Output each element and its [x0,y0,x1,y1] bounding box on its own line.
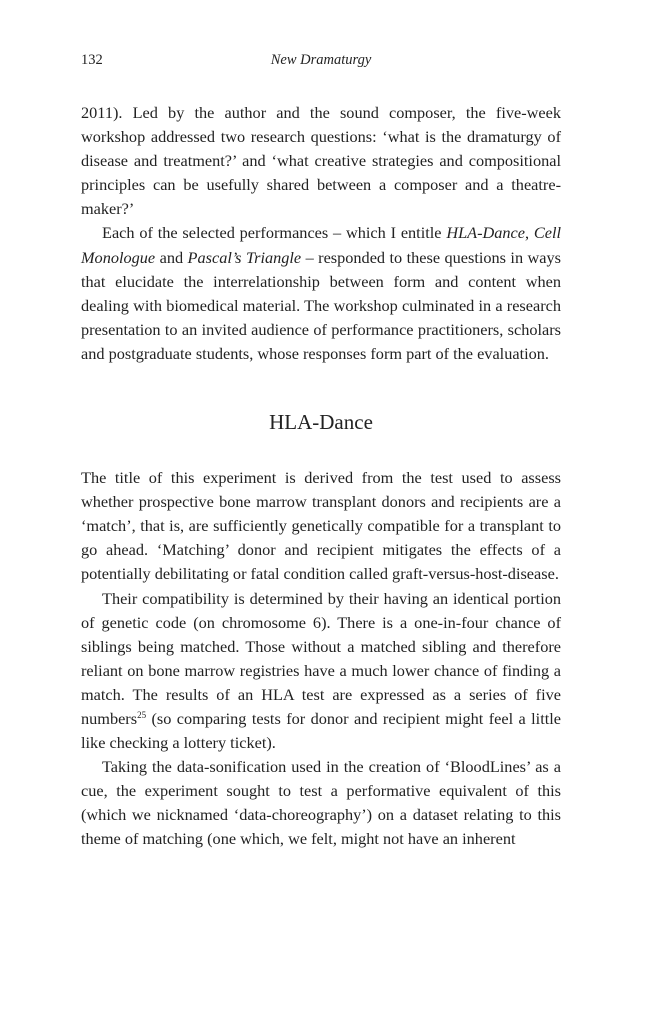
paragraph-3 [81,466,561,586]
title-cell-monologue: Cell Monologue [81,223,562,267]
running-head [81,52,561,72]
paragraph-4 [81,587,561,756]
paragraph-5 [81,755,561,851]
section-heading: HLA-Dance [269,410,373,435]
paragraph-2-text-a: Each of the selected performances – which I entitle [102,223,447,243]
running-title: New Dramaturgy [270,52,372,68]
paragraph-4-text-b: (so comparing tests for donor and recipient might feel a little like checking a lottery ticket). [81,708,561,753]
paragraph-2 [81,221,561,366]
paragraph-2-text-c: and [155,247,188,267]
paragraph-1 [81,101,561,221]
paragraph-2-text-d: – responded to these questions in ways that elucidate the interrelationship between form and content when dealing with biomedical material. The workshop culminated in a research presentation to an invited audience of performance practitioners, scholars and postgraduate students, whose responses form part of the evaluation. [81,247,561,363]
body-text [81,101,561,852]
footnote-marker: 25 [137,709,147,720]
title-pascals-triangle: Pascal’s Triangle [187,247,302,267]
paragraph-2-text-b: , [524,223,534,243]
paragraph-4-text-a: Their compatibility is determined by their having an identical portion of genetic code (on chromosome 6). There is a one-in-four chance of siblings being matched. Those without a matched sibling and therefore reliant on bone marrow registries have a much lower chance of finding a match. The results of an HLA test are expressed as a series of five numbers [81,588,561,728]
page-number: 132 [81,52,103,68]
paragraph-1-text: 2011). Led by the author and the sound composer, the five-week workshop addressed two research questions: ‘what is the dramaturgy of disease and treatment?’ and ‘what creative strategies and compositional principles can be usefully shared between a composer and a theatre-maker?’ [81,103,561,219]
paragraph-5-text: Taking the data-sonification used in the creation of ‘BloodLines’ as a cue, the experiment sought to test a performative equivalent of this (which we nicknamed ‘data-choreography’) on a dataset relating to this theme of matching (one which, we felt, might not have an inherent [81,757,561,849]
title-hla-dance: HLA-Dance [446,223,525,243]
paragraph-3-text: The title of this experiment is derived from the test used to assess whether prospective bone marrow transplant donors and recipients are a ‘match’, that is, are sufficiently genetically compatible for a transplant to go ahead. ‘Matching’ donor and recipient mitigates the effects of a potentially debilitating or fatal condition called graft-versus-host-disease. [81,468,561,584]
